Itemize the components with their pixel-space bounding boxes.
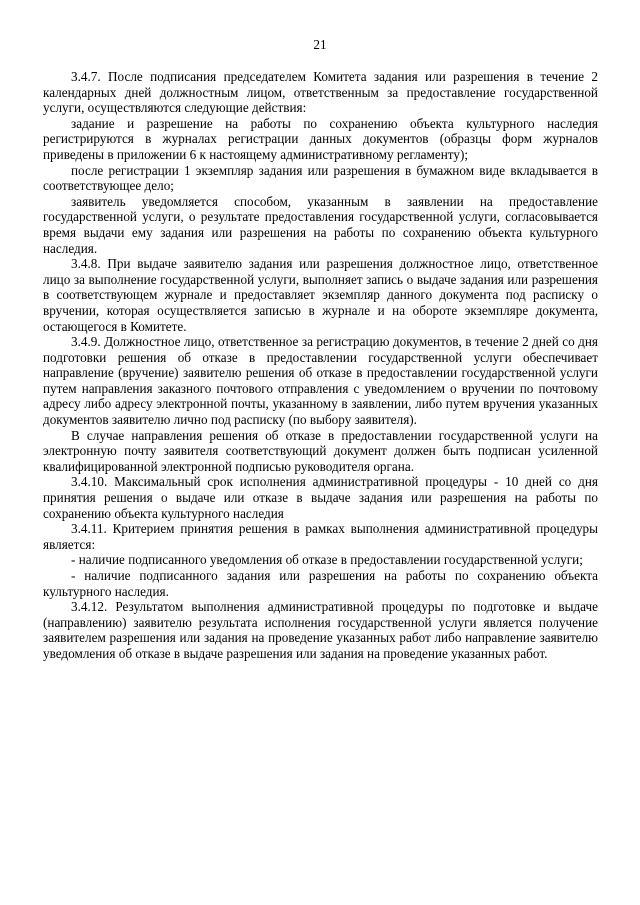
list-item-signed-permit: - наличие подписанного задания или разрешения на работы по сохранению объекта культурного наследия. (43, 568, 598, 599)
document-body (43, 69, 598, 662)
list-item-refusal-notice: - наличие подписанного уведомления об отказе в предоставлении государственной услуги; (71, 552, 583, 568)
paragraph-3-4-10: 3.4.10. Максимальный срок исполнения административной процедуры - 10 дней со дня принятия решения о выдаче или отказе в выдаче задания или разрешения на работы по сохранению объекта культурного наследия (43, 474, 598, 521)
paragraph-3-4-9: 3.4.9. Должностное лицо, ответственное за регистрацию документов, в течение 2 дней со дня подготовки решения об отказе в предоставлении государственной услуги обеспечивает направление (вручение) заявителю решения об отказе в предоставлении государственной услуги путем направления заказного почтового отправления с уведомлением о вручении по почтовому адресу либо адресу электронной почты, указанному в заявлении, либо путем вручения указанных документов заявителю лично под расписку (по выбору заявителя). (43, 334, 598, 428)
paragraph-3-4-11: 3.4.11. Критерием принятия решения в рамках выполнения административной процедуры является: (43, 521, 598, 552)
paragraph-notification: заявитель уведомляется способом, указанным в заявлении на предоставление государственной услуги, о результате предоставления государственной услуги, согласовывается время выдачи ему задания или разрешения на работы по сохранению объекта культурного наследия. (43, 193, 598, 256)
paragraph-filing: после регистрации 1 экземпляр задания или разрешения в бумажном виде вкладывается в соответствующее дело; (43, 162, 598, 194)
paragraph-registration: задание и разрешение на работы по сохранению объекта культурного наследия регистрируются в журналах регистрации данных документов (образцы форм журналов приведены в приложении 6 к настоящему административному регламенту); (43, 115, 598, 162)
page-number: 21 (313, 37, 327, 52)
paragraph-electronic-delivery: В случае направления решения об отказе в предоставлении государственной услуги на электронную почту заявителя соответствующий документ должен быть подписан усиленной квалифицированной электронной подписью руководителя органа. (43, 427, 598, 474)
paragraph-3-4-7: 3.4.7. После подписания председателем Комитета задания или разрешения в течение 2 календарных дней должностным лицом, ответственным за предоставление государственной услуги, осуществляются следующие действия: (43, 69, 598, 116)
paragraph-3-4-8: 3.4.8. При выдаче заявителю задания или разрешения должностное лицо, ответственное лицо за выполнение государственной услуги, выполняет запись о выдаче задания или разрешения в соответствующем журнале и предоставляет экземпляр данного документа под расписку о вручении, которая осуществляется записью в журнале и на обороте экземпляре документа, остающегося в Комитете. (43, 256, 598, 334)
paragraph-3-4-12: 3.4.12. Результатом выполнения административной процедуры по подготовке и выдаче (направлению) заявителю результата исполнения государственной услуги является получение заявителем разрешения или задания на проведение указанных работ либо направление заявителю уведомления об отказе в выдаче разрешения или задания на проведение указанных работ. (43, 599, 598, 661)
